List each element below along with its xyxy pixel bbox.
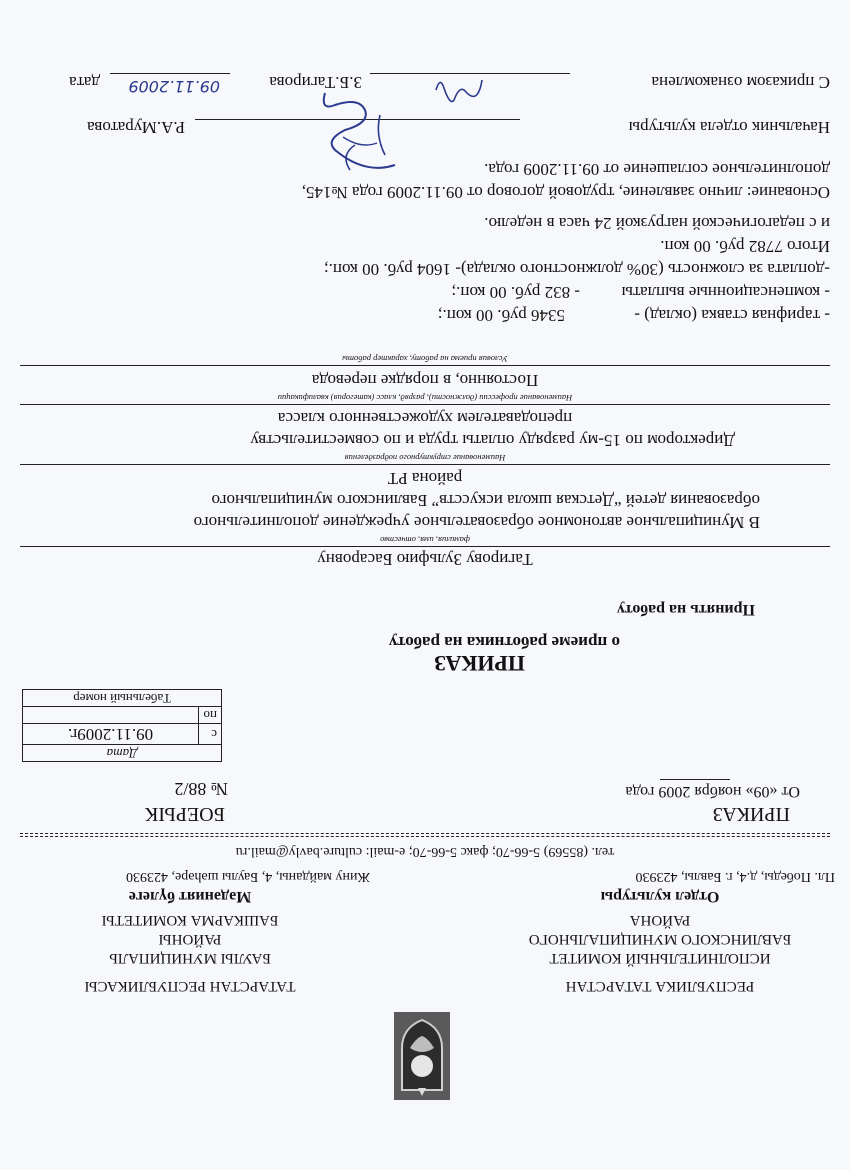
republic-ru: РЕСПУБЛИКА ТАТАРСТАН bbox=[565, 978, 755, 994]
letterhead-left bbox=[500, 887, 820, 995]
order-date: От «09» ноября 2009 года bbox=[625, 783, 800, 800]
conditions-caption: Условия приема на работу, характер работы bbox=[342, 354, 508, 364]
address-tt: Жину майданы, 4, Баулы шәһәре, 423930 bbox=[126, 869, 370, 884]
contacts-line: тел. (85569) 5-66-70; факс 5-66-70; e-mail: culture.bavly@mail.ru bbox=[235, 844, 615, 859]
committee-tt-2: РАЙОНЫ bbox=[158, 931, 222, 947]
committee-tt-3: БАШКАРМА КОМИТЕТЫ bbox=[101, 912, 279, 928]
letterhead-right bbox=[30, 887, 350, 995]
org-caption: Наименование структурного подразделения bbox=[344, 453, 506, 463]
head-label: Начальник отдела культуры bbox=[628, 118, 830, 137]
department-tt: Мәдәният бүлеге bbox=[128, 888, 252, 905]
ack-handwritten-date: 09.11.2009 bbox=[128, 77, 220, 96]
header-separator-2 bbox=[20, 833, 830, 834]
complexity-bonus: -доплата за сложность (30% должностного оклада)- 1604 руб. 00 коп.; bbox=[323, 260, 830, 279]
salary-total: Итого 7782 руб. 00 коп. bbox=[660, 237, 830, 256]
ack-label: С приказом ознакомлена bbox=[651, 73, 830, 92]
date-table bbox=[22, 689, 222, 762]
conditions-underline bbox=[20, 365, 830, 366]
ack-date-label: дата bbox=[69, 73, 100, 92]
date-table-header: Дата bbox=[23, 745, 222, 762]
ack-name: З.Б.Тагирова bbox=[269, 73, 362, 92]
compensation-label: - компенсационные выплаты bbox=[621, 283, 830, 302]
org-line-1: В Муниципальное автономное образовательное учреждение дополнительного bbox=[193, 513, 760, 532]
org-line-2: образования детей “Детская школа искусств” Бавлинского муниципального bbox=[211, 491, 760, 510]
position-underline bbox=[20, 404, 830, 405]
date-to-label: по bbox=[199, 707, 222, 724]
coat-of-arms-emblem bbox=[394, 1012, 450, 1100]
tab-number-label: Табельный номер bbox=[23, 690, 222, 707]
date-from-value: 09.11.2009г. bbox=[23, 724, 199, 745]
org-line-3: района РТ bbox=[387, 469, 463, 488]
order-title-ru: ПРИКАЗ bbox=[712, 803, 790, 825]
order-title-tt: БОЕРЫК bbox=[145, 803, 225, 825]
position-caption: Наименование профессии (должности), разряд, класс (категория) квалификации bbox=[277, 393, 573, 403]
committee-ru-2: БАВЛИНСКОГО МУНИЦИПАЛЬНОГО bbox=[528, 931, 792, 947]
accept-to-work: Принять на работу bbox=[616, 601, 755, 618]
document-subtitle: о приеме работника на работу bbox=[388, 633, 620, 652]
employee-name: Тагирову Зульфию Басаровну bbox=[317, 550, 533, 569]
employee-caption: фамилия, имя, отчество bbox=[380, 535, 470, 545]
salary-rate-value: 5346 руб. 00 коп.; bbox=[437, 306, 565, 325]
republic-tt: ТАТАРСТАН РЕСПУБЛИКАСЫ bbox=[84, 978, 296, 994]
date-underline bbox=[660, 779, 730, 780]
teaching-load: и с педагогической нагрузкой 24 часа в неделю. bbox=[484, 214, 830, 233]
order-number: № 88/2 bbox=[174, 779, 228, 799]
position-line-2: преподавателем художественного класса bbox=[277, 409, 573, 428]
date-from-label: с bbox=[199, 724, 222, 745]
org-underline bbox=[20, 464, 830, 465]
date-to-value bbox=[23, 707, 199, 724]
basis-line-1: Основание: лично заявление, трудовой договор от 09.11.2009 года №145, bbox=[301, 183, 830, 202]
ack-signature bbox=[430, 70, 490, 110]
committee-ru-3: РАЙОНА bbox=[629, 912, 691, 928]
basis-line-2: дополнительное соглашение от 09.11.2009 года. bbox=[484, 160, 830, 179]
head-name: Р.А.Муратова bbox=[87, 118, 185, 137]
header-separator-1 bbox=[20, 836, 830, 837]
compensation-value: - 832 руб. 00 коп.; bbox=[451, 283, 580, 302]
committee-tt-1: БАУЛЫ МУНИЦИПАЛЬ bbox=[109, 950, 271, 966]
committee-ru-1: ИСПОЛНИТЕЛЬНЫЙ КОМИТЕТ bbox=[549, 950, 771, 966]
document-title: ПРИКАЗ bbox=[434, 651, 525, 676]
ack-date-line bbox=[110, 73, 230, 74]
employee-underline bbox=[20, 546, 830, 547]
conditions: Постоянно, в порядке перевода bbox=[311, 371, 539, 390]
salary-rate-label: - тарифная ставка (оклад) - bbox=[634, 306, 830, 325]
position-line-1: Директором по 15-му разряду оплаты труда и по совместительству bbox=[250, 431, 735, 450]
head-signature bbox=[305, 85, 405, 185]
department-ru: Отдел культуры bbox=[600, 888, 720, 905]
address-ru: Пл. Победы, д.4, г. Бавлы, 423930 bbox=[635, 869, 835, 884]
